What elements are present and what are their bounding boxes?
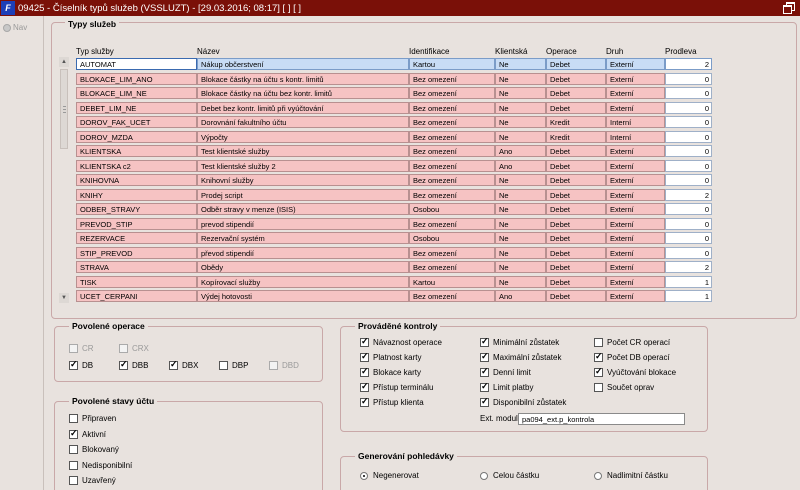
cell-operace[interactable]: Debet	[546, 189, 606, 201]
radio-icon[interactable]	[594, 472, 602, 480]
restore-window-icon[interactable]	[783, 2, 794, 12]
cell-typ[interactable]: STRAVA	[76, 261, 197, 273]
cell-druh[interactable]: Externí	[606, 218, 665, 230]
checkbox-icon[interactable]	[219, 361, 228, 370]
checkbox-icon[interactable]	[360, 383, 369, 392]
cell-druh[interactable]: Externí	[606, 87, 665, 99]
cell-nazev[interactable]: Test klientské služby	[197, 145, 409, 157]
cell-nazev[interactable]: Prodej script	[197, 189, 409, 201]
checkbox-icon[interactable]	[360, 353, 369, 362]
cell-operace[interactable]: Debet	[546, 174, 606, 186]
checkbox-label: DBB	[132, 361, 149, 370]
cell-nazev[interactable]: Nákup občerstvení	[197, 58, 409, 70]
cell-identifikace[interactable]: Bez omezení	[409, 247, 495, 259]
col-header-typ: Typ služby	[76, 47, 114, 56]
kontrola-checkbox-9[interactable]	[360, 383, 433, 392]
cell-nazev[interactable]: Knihovní služby	[197, 174, 409, 186]
kontrola-checkbox-12[interactable]	[360, 398, 424, 407]
cell-prodleva[interactable]: 0	[665, 247, 712, 259]
cell-typ[interactable]: AUTOMAT	[76, 58, 197, 70]
table-scrollbar[interactable]	[59, 57, 69, 303]
checkbox-icon[interactable]	[69, 461, 78, 470]
cell-druh[interactable]: Externí	[606, 203, 665, 215]
cell-prodleva[interactable]: 0	[665, 131, 712, 143]
cell-prodleva[interactable]: 0	[665, 145, 712, 157]
cell-typ[interactable]: DOROV_MZDA	[76, 131, 197, 143]
operace-cr-checkbox[interactable]	[69, 344, 94, 353]
radio-icon[interactable]	[360, 472, 368, 480]
checkbox-icon[interactable]	[594, 353, 603, 362]
scroll-thumb[interactable]	[60, 69, 68, 149]
kontrola-checkbox-0[interactable]	[360, 338, 442, 347]
cell-operace[interactable]: Debet	[546, 160, 606, 172]
cell-druh[interactable]: Externí	[606, 290, 665, 302]
cell-klientska[interactable]: Ne	[495, 261, 546, 273]
cell-klientska[interactable]: Ne	[495, 174, 546, 186]
cell-typ[interactable]: KLIENTSKA c2	[76, 160, 197, 172]
operace-dbb-checkbox[interactable]	[119, 361, 148, 370]
cell-typ[interactable]: PREVOD_STIP	[76, 218, 197, 230]
generovani-option-2[interactable]	[594, 471, 668, 480]
cell-identifikace[interactable]: Bez omezení	[409, 290, 495, 302]
cell-operace[interactable]: Debet	[546, 261, 606, 273]
cell-klientska[interactable]: Ne	[495, 218, 546, 230]
left-panel	[0, 16, 44, 490]
checkbox-icon[interactable]	[480, 368, 489, 377]
radio-icon[interactable]	[480, 472, 488, 480]
stav-checkbox-3[interactable]	[69, 461, 132, 470]
nav-button[interactable]	[3, 23, 27, 32]
cell-typ[interactable]: STIP_PREVOD	[76, 247, 197, 259]
col-header-klientska: Klientská	[495, 47, 528, 56]
checkbox-label: Návaznost operace	[373, 338, 442, 347]
col-header-identifikace: Identifikace	[409, 47, 450, 56]
checkbox-icon[interactable]	[269, 361, 278, 370]
povolene-operace-group	[54, 321, 323, 382]
cell-nazev[interactable]: Kopírovací služby	[197, 276, 409, 288]
cell-identifikace[interactable]: Osobou	[409, 232, 495, 244]
checkbox-icon[interactable]	[169, 361, 178, 370]
cell-klientska[interactable]: Ano	[495, 145, 546, 157]
checkbox-label: CR	[82, 344, 94, 353]
cell-identifikace[interactable]: Bez omezení	[409, 73, 495, 85]
checkbox-label: Počet CR operací	[607, 338, 671, 347]
title-bar	[0, 0, 800, 16]
cell-typ[interactable]: BLOKACE_LIM_NE	[76, 87, 197, 99]
cell-prodleva[interactable]: 0	[665, 87, 712, 99]
cell-klientska[interactable]: Ne	[495, 73, 546, 85]
cell-druh[interactable]: Interní	[606, 131, 665, 143]
cell-druh[interactable]: Externí	[606, 174, 665, 186]
checkbox-icon[interactable]	[480, 338, 489, 347]
checkbox-label: DBD	[282, 361, 299, 370]
checkbox-label: DBX	[182, 361, 199, 370]
cell-operace[interactable]: Kredit	[546, 116, 606, 128]
cell-identifikace[interactable]: Bez omezení	[409, 102, 495, 114]
checkbox-icon[interactable]	[119, 361, 128, 370]
checkbox-icon[interactable]	[360, 368, 369, 377]
cell-typ[interactable]: TISK	[76, 276, 197, 288]
checkbox-icon[interactable]	[69, 445, 78, 454]
kontrola-checkbox-8[interactable]	[594, 368, 676, 377]
cell-operace[interactable]: Debet	[546, 102, 606, 114]
cell-druh[interactable]: Externí	[606, 232, 665, 244]
checkbox-label: Disponibilní zůstatek	[493, 398, 567, 407]
checkbox-icon[interactable]	[594, 338, 603, 347]
cell-operace[interactable]: Debet	[546, 218, 606, 230]
checkbox-label: Nedisponibilní	[82, 460, 133, 470]
cell-operace[interactable]: Debet	[546, 276, 606, 288]
cell-typ[interactable]: ODBER_STRAVY	[76, 203, 197, 215]
stav-checkbox-1[interactable]	[69, 430, 106, 439]
cell-identifikace[interactable]: Bez omezení	[409, 87, 495, 99]
app-icon: F	[1, 1, 15, 15]
checkbox-label: Přístup terminálu	[373, 383, 434, 392]
kontrola-checkbox-10[interactable]	[480, 383, 533, 392]
cell-identifikace[interactable]: Bez omezení	[409, 131, 495, 143]
cell-prodleva[interactable]: 1	[665, 276, 712, 288]
cell-operace[interactable]: Debet	[546, 58, 606, 70]
checkbox-label: Platnost karty	[373, 353, 422, 362]
kontrola-checkbox-6[interactable]	[360, 368, 421, 377]
cell-klientska[interactable]: Ano	[495, 160, 546, 172]
checkbox-icon[interactable]	[119, 344, 128, 353]
cell-nazev[interactable]: Obědy	[197, 261, 409, 273]
cell-operace[interactable]: Debet	[546, 73, 606, 85]
povolene-operace-title: Povolené operace	[69, 321, 148, 331]
cell-typ[interactable]: KNIHY	[76, 189, 197, 201]
cell-klientska[interactable]: Ne	[495, 58, 546, 70]
cell-klientska[interactable]: Ne	[495, 189, 546, 201]
cell-nazev[interactable]: Rezervační systém	[197, 232, 409, 244]
col-header-nazev: Název	[197, 47, 220, 56]
cell-prodleva[interactable]: 1	[665, 290, 712, 302]
provadene-kontroly-title: Prováděné kontroly	[355, 321, 440, 331]
cell-prodleva[interactable]: 2	[665, 189, 712, 201]
ext-modul-label: Ext. modul	[480, 414, 518, 423]
generovani-option-0[interactable]	[360, 471, 419, 480]
checkbox-icon[interactable]	[69, 430, 78, 439]
cell-druh[interactable]: Externí	[606, 73, 665, 85]
cell-prodleva[interactable]: 0	[665, 160, 712, 172]
cell-klientska[interactable]: Ne	[495, 87, 546, 99]
col-header-operace: Operace	[546, 47, 577, 56]
checkbox-label: Přístup klienta	[373, 398, 424, 407]
cell-druh[interactable]: Externí	[606, 189, 665, 201]
cell-operace[interactable]: Debet	[546, 290, 606, 302]
cell-identifikace[interactable]: Bez omezení	[409, 116, 495, 128]
cell-klientska[interactable]: Ne	[495, 247, 546, 259]
cell-prodleva[interactable]: 0	[665, 116, 712, 128]
generovani-option-1[interactable]	[480, 471, 539, 480]
generovani-group	[340, 451, 708, 490]
operace-dbp-checkbox[interactable]	[219, 361, 248, 370]
cell-klientska[interactable]: Ne	[495, 203, 546, 215]
typy-sluzeb-group	[51, 19, 797, 319]
cell-operace[interactable]: Debet	[546, 247, 606, 259]
stav-checkbox-2[interactable]	[69, 445, 119, 454]
cell-typ[interactable]: DEBET_LIM_NE	[76, 102, 197, 114]
stav-checkbox-4[interactable]	[69, 476, 116, 485]
cell-prodleva[interactable]: 0	[665, 203, 712, 215]
checkbox-label: Maximální zůstatek	[493, 353, 562, 362]
kontrola-checkbox-11[interactable]	[594, 383, 654, 392]
checkbox-icon[interactable]	[594, 368, 603, 377]
ext-modul-input[interactable]: pa094_ext.p_kontrola	[518, 413, 685, 425]
checkbox-label: Počet DB operací	[607, 353, 670, 362]
cell-prodleva[interactable]: 0	[665, 102, 712, 114]
kontrola-checkbox-4[interactable]	[480, 353, 561, 362]
cell-operace[interactable]: Debet	[546, 203, 606, 215]
cell-operace[interactable]: Debet	[546, 232, 606, 244]
cell-nazev[interactable]: Debet bez kontr. limitů při vyúčtování	[197, 102, 409, 114]
cell-typ[interactable]: REZERVACE	[76, 232, 197, 244]
povolene-stavy-title: Povolené stavy účtu	[69, 396, 157, 406]
cell-identifikace[interactable]: Osobou	[409, 203, 495, 215]
checkbox-icon[interactable]	[480, 383, 489, 392]
nav-icon	[3, 24, 11, 32]
provadene-kontroly-group	[340, 321, 708, 432]
cell-typ[interactable]: KNIHOVNA	[76, 174, 197, 186]
operace-crx-checkbox[interactable]	[119, 344, 149, 353]
nav-label: Nav	[13, 23, 28, 32]
cell-klientska[interactable]: Ne	[495, 116, 546, 128]
window-title: 09425 - Číselník typů služeb (VSSLUZT) - [29.03.2016; 08:17] [ ] [ ]	[18, 2, 302, 14]
checkbox-icon[interactable]	[69, 344, 78, 353]
checkbox-label: DB	[82, 361, 94, 370]
cell-druh[interactable]: Externí	[606, 145, 665, 157]
checkbox-icon[interactable]	[594, 383, 603, 392]
cell-operace[interactable]: Debet	[546, 87, 606, 99]
kontrola-checkbox-3[interactable]	[360, 353, 421, 362]
checkbox-label: DBP	[232, 361, 249, 370]
checkbox-label: Uzavřený	[82, 476, 116, 485]
cell-identifikace[interactable]: Bez omezení	[409, 174, 495, 186]
cell-nazev[interactable]: Blokace částky na účtu s kontr. limitů	[197, 73, 409, 85]
cell-klientska[interactable]: Ne	[495, 131, 546, 143]
cell-druh[interactable]: Externí	[606, 247, 665, 259]
cell-prodleva[interactable]: 2	[665, 261, 712, 273]
cell-klientska[interactable]: Ne	[495, 276, 546, 288]
cell-klientska[interactable]: Ne	[495, 102, 546, 114]
radio-label: Celou částku	[493, 471, 540, 480]
checkbox-icon[interactable]	[69, 476, 78, 485]
cell-nazev[interactable]: Dorovnání fakultního účtu	[197, 116, 409, 128]
cell-identifikace[interactable]: Bez omezení	[409, 218, 495, 230]
cell-prodleva[interactable]: 0	[665, 174, 712, 186]
cell-operace[interactable]: Debet	[546, 145, 606, 157]
povolene-stavy-group	[54, 396, 323, 490]
cell-druh[interactable]: Externí	[606, 58, 665, 70]
checkbox-label: Připraven	[82, 414, 117, 423]
kontrola-checkbox-13[interactable]	[480, 398, 566, 407]
checkbox-icon[interactable]	[480, 353, 489, 362]
kontrola-checkbox-2[interactable]	[594, 338, 670, 347]
checkbox-icon[interactable]	[69, 361, 78, 370]
checkbox-icon[interactable]	[360, 338, 369, 347]
scroll-up-icon[interactable]: ▲	[59, 57, 69, 67]
cell-klientska[interactable]: Ne	[495, 232, 546, 244]
checkbox-label: Limit platby	[493, 383, 534, 392]
cell-prodleva[interactable]: 0	[665, 232, 712, 244]
cell-nazev[interactable]: Test klientské služby 2	[197, 160, 409, 172]
radio-label: Negenerovat	[373, 471, 419, 480]
operace-db-checkbox[interactable]	[69, 361, 93, 370]
cell-druh[interactable]: Externí	[606, 160, 665, 172]
checkbox-icon[interactable]	[480, 398, 489, 407]
cell-nazev[interactable]: Blokace částky na účtu bez kontr. limitů	[197, 87, 409, 99]
cell-typ[interactable]: DOROV_FAK_UCET	[76, 116, 197, 128]
checkbox-icon[interactable]	[360, 398, 369, 407]
cell-identifikace[interactable]: Bez omezení	[409, 189, 495, 201]
checkbox-label: Součet oprav	[607, 383, 655, 392]
cell-nazev[interactable]: převod stipendií	[197, 247, 409, 259]
cell-typ[interactable]: UCET_CERPANI	[76, 290, 197, 302]
typy-sluzeb-title: Typy služeb	[65, 19, 119, 29]
operace-dbx-checkbox[interactable]	[169, 361, 198, 370]
cell-druh[interactable]: Interní	[606, 116, 665, 128]
col-header-prodleva: Prodleva	[665, 47, 697, 56]
col-header-druh: Druh	[606, 47, 624, 56]
kontrola-checkbox-5[interactable]	[594, 353, 670, 362]
cell-identifikace[interactable]: Kartou	[409, 58, 495, 70]
cell-klientska[interactable]: Ano	[495, 290, 546, 302]
cell-druh[interactable]: Externí	[606, 102, 665, 114]
cell-nazev[interactable]: Výpočty	[197, 131, 409, 143]
checkbox-label: Minimální zůstatek	[493, 338, 560, 347]
kontrola-checkbox-7[interactable]	[480, 368, 531, 377]
checkbox-label: Denní limit	[493, 368, 531, 377]
kontrola-checkbox-1[interactable]	[480, 338, 559, 347]
checkbox-icon[interactable]	[69, 414, 78, 423]
checkbox-label: Aktivní	[82, 429, 107, 439]
cell-prodleva[interactable]: 0	[665, 218, 712, 230]
checkbox-label: Blokace karty	[373, 368, 422, 377]
cell-nazev[interactable]: prevod stipendií	[197, 218, 409, 230]
cell-prodleva[interactable]: 0	[665, 73, 712, 85]
cell-identifikace[interactable]: Bez omezení	[409, 145, 495, 157]
operace-dbd-checkbox[interactable]	[269, 361, 299, 370]
scroll-down-icon[interactable]: ▼	[59, 293, 69, 303]
checkbox-label: Vyúčtování blokace	[607, 368, 677, 377]
cell-operace[interactable]: Kredit	[546, 131, 606, 143]
radio-label: Nadlimitní částku	[607, 471, 668, 480]
main-content	[45, 16, 800, 490]
cell-nazev[interactable]: Odběr stravy v menze (ISIS)	[197, 203, 409, 215]
cell-druh[interactable]: Externí	[606, 261, 665, 273]
cell-druh[interactable]: Externí	[606, 276, 665, 288]
cell-identifikace[interactable]: Bez omezení	[409, 261, 495, 273]
checkbox-label: Blokovaný	[82, 445, 119, 454]
cell-identifikace[interactable]: Bez omezení	[409, 160, 495, 172]
cell-identifikace[interactable]: Kartou	[409, 276, 495, 288]
cell-nazev[interactable]: Výdej hotovosti	[197, 290, 409, 302]
cell-typ[interactable]: BLOKACE_LIM_ANO	[76, 73, 197, 85]
stav-checkbox-0[interactable]	[69, 414, 116, 423]
generovani-title: Generování pohledávky	[355, 451, 457, 461]
cell-typ[interactable]: KLIENTSKA	[76, 145, 197, 157]
checkbox-label: CRX	[132, 344, 149, 353]
cell-prodleva[interactable]: 2	[665, 58, 712, 70]
